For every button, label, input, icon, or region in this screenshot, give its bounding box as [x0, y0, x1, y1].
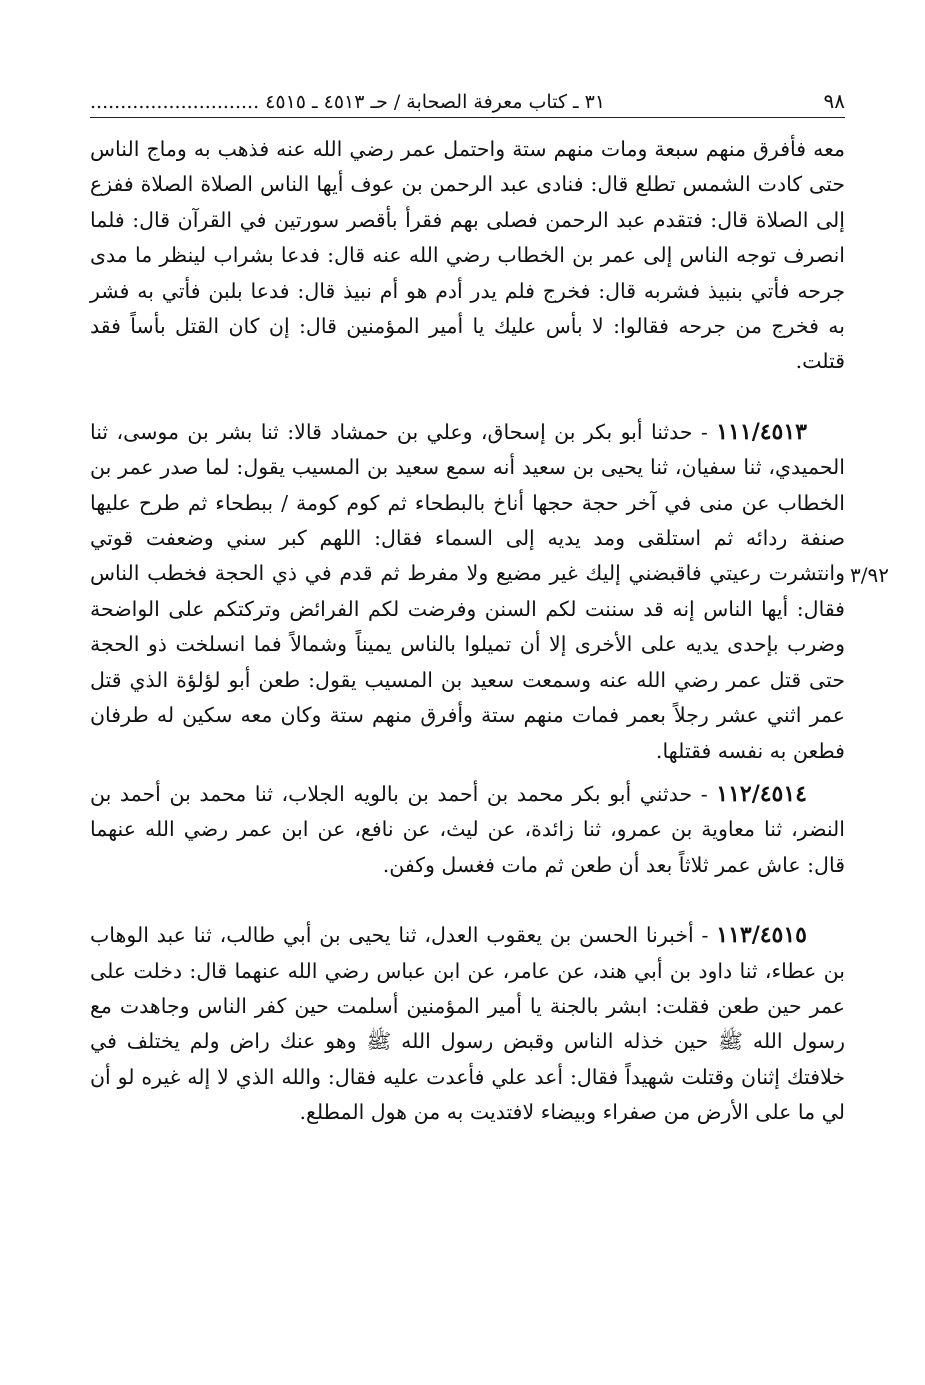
paragraph-continuation: [90, 132, 845, 380]
hadith-text: - حدثنا أبو بكر بن إسحاق، وعلي بن حمشاد قالا: ثنا بشر بن موسى، ثنا الحميدي، ثنا سفيان، ثنا يحيى بن سعيد أنه سمع سعيد بن المسيب يقول: لما صدر عمر بن الخطاب عن منى في آخر حجة حجها أناخ بالبطحاء ثم كوم كومة / ببطحاء ثم طرح عليها صنفة ردائه ثم استلقى ومد يديه إلى السماء فقال: اللهم كبر سني وضعفت قوتي وانتشرت رعيتي فاقبضني إليك غير مضيع ولا مفرط ثم قدم في ذي الحجة فخطب الناس فقال: أيها الناس إنه قد سننت لكم السنن وفرضت لكم الفرائض وتركتكم على الواضحة وضرب بإحدى يديه على الأخرى إلا أن تميلوا بالناس يميناً وشمالاً فما انسلخت ذو الحجة حتى قتل عمر رضي الله عنه وسمعت سعيد بن المسيب يقول: طعن أبو لؤلؤة الذي قتل عمر اثني عشر رجلاً بعمر فمات منهم ستة وأفرق منهم ستة وكان معه سكين له طرفان فطعن به نفسه فقتلها.: [90, 419, 845, 763]
hadith-4514: [90, 777, 845, 883]
page-number: ٩٨: [823, 89, 845, 113]
hadith-text: - أخبرنا الحسن بن يعقوب العدل، ثنا يحيى بن أبي طالب، ثنا عبد الوهاب بن عطاء، ثنا داود بن أبي هند، عن عامر، عن ابن عباس رضي الله عنهما قال: دخلت على عمر حين طعن فقلت: ابشر بالجنة يا أمير المؤمنين أسلمت حين كفر الناس وجاهدت مع رسول الله ﷺ حين خذله الناس وقبض رسول الله ﷺ وهو عنك راض ولم يختلف في خلافتك إثنان وقتلت شهيداً فقال: أعد علي فأعدت عليه فقال: والله الذي لا إله غيره لو أن لي ما على الأرض من صفراء وبيضاء لافتديت به من هول المطلع.: [90, 923, 845, 1125]
body-text: [90, 132, 845, 1131]
hadith-number: ١١٢/٤٥١٤: [716, 780, 807, 807]
hadith-text: - حدثني أبو بكر محمد بن أحمد بن بالويه الجلاب، ثنا محمد بن أحمد بن النضر، ثنا معاوية بن عمرو، ثنا زائدة، عن ليث، عن نافع، عن ابن عمر رضي الله عنهما قال: عاش عمر ثلاثاً بعد أن طعن ثم مات فغسل وكفن.: [90, 781, 845, 877]
running-title-wrap: [90, 91, 605, 113]
hadith-4515: [90, 918, 845, 1130]
hadith-number: ١١١/٤٥١٣: [716, 418, 807, 445]
page-header: [90, 84, 845, 118]
paragraph-text: معه فأفرق منهم سبعة ومات منهم ستة واحتمل عمر رضي الله عنه فذهب به وماج الناس حتى كادت الشمس تطلع قال: فنادى عبد الرحمن بن عوف أيها الناس الصلاة الصلاة ففزع إلى الصلاة قال: فتقدم عبد الرحمن فصلى بهم فقرأ بأقصر سورتين في القرآن قال: فلما انصرف توجه الناس إلى عمر بن الخطاب رضي الله عنه قال: فدعا بشراب لينظر ما مدى جرحه فأتي بنبيذ فشربه قال: فخرج فلم يدر أدم هو أم نبيذ قال: فدعا بلبن فأتي به فشر به فخرج من جرحه فقالوا: لا بأس عليك يا أمير المؤمنين قال: إن كان القتل بأساً فقد قتلت.: [90, 137, 845, 374]
hadith-4513: [90, 415, 845, 769]
margin-volume-page-note: ٣/٩٢: [850, 563, 889, 587]
running-title: ٣١ ـ كتاب معرفة الصحابة / حـ ٤٥١٣ ـ ٤٥١٥: [265, 91, 606, 113]
header-dots: ............................: [90, 91, 260, 113]
hadith-number: ١١٣/٤٥١٥: [716, 922, 807, 949]
